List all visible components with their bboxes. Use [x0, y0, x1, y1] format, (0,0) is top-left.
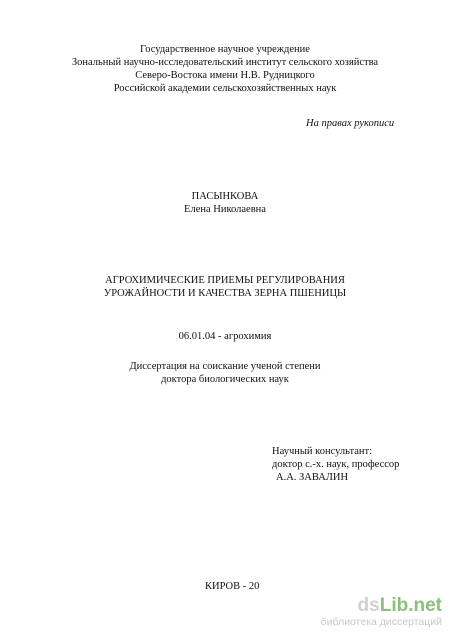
watermark-subtitle: библиотека диссертаций: [320, 616, 442, 628]
manuscript-rights-note: На правах рукописи: [306, 118, 395, 129]
thesis-title-line-2: УРОЖАЙНОСТИ И КАЧЕСТВА ЗЕРНА ПШЕНИЦЫ: [103, 288, 347, 299]
consultant-rank: доктор с.-х. наук, профессор: [272, 459, 400, 470]
specialty-code: 06.01.04 - агрохимия: [178, 331, 272, 342]
institution-line-3: Северо-Востока имени Н.В. Рудницкого: [135, 70, 315, 81]
consultant-name: А.А. ЗАВАЛИН: [276, 472, 349, 483]
institution-line-2: Зональный научно-исследовательский институт сельского хозяйства: [71, 57, 379, 68]
logo-part-lib: Lib.net: [379, 595, 442, 616]
degree-line-2: доктора биологических наук: [161, 374, 289, 385]
thesis-title-line-1: АГРОХИМИЧЕСКИЕ ПРИЕМЫ РЕГУЛИРОВАНИЯ: [105, 275, 345, 286]
institution-line-4: Российской академии сельскохозяйственных наук: [113, 83, 337, 94]
degree-line-1: Диссертация на соискание ученой степени: [129, 361, 321, 372]
author-given-names: Елена Николаевна: [184, 204, 266, 215]
dslib-logo: [358, 596, 442, 616]
consultant-label: Научный консультант:: [272, 446, 373, 457]
logo-part-ds: ds: [357, 595, 380, 616]
institution-line-1: Государственное научное учреждение: [140, 44, 310, 55]
dslib-watermark: [310, 596, 442, 630]
place-year: КИРОВ - 20: [205, 581, 260, 592]
author-surname: ПАСЫНКОВА: [191, 191, 259, 202]
